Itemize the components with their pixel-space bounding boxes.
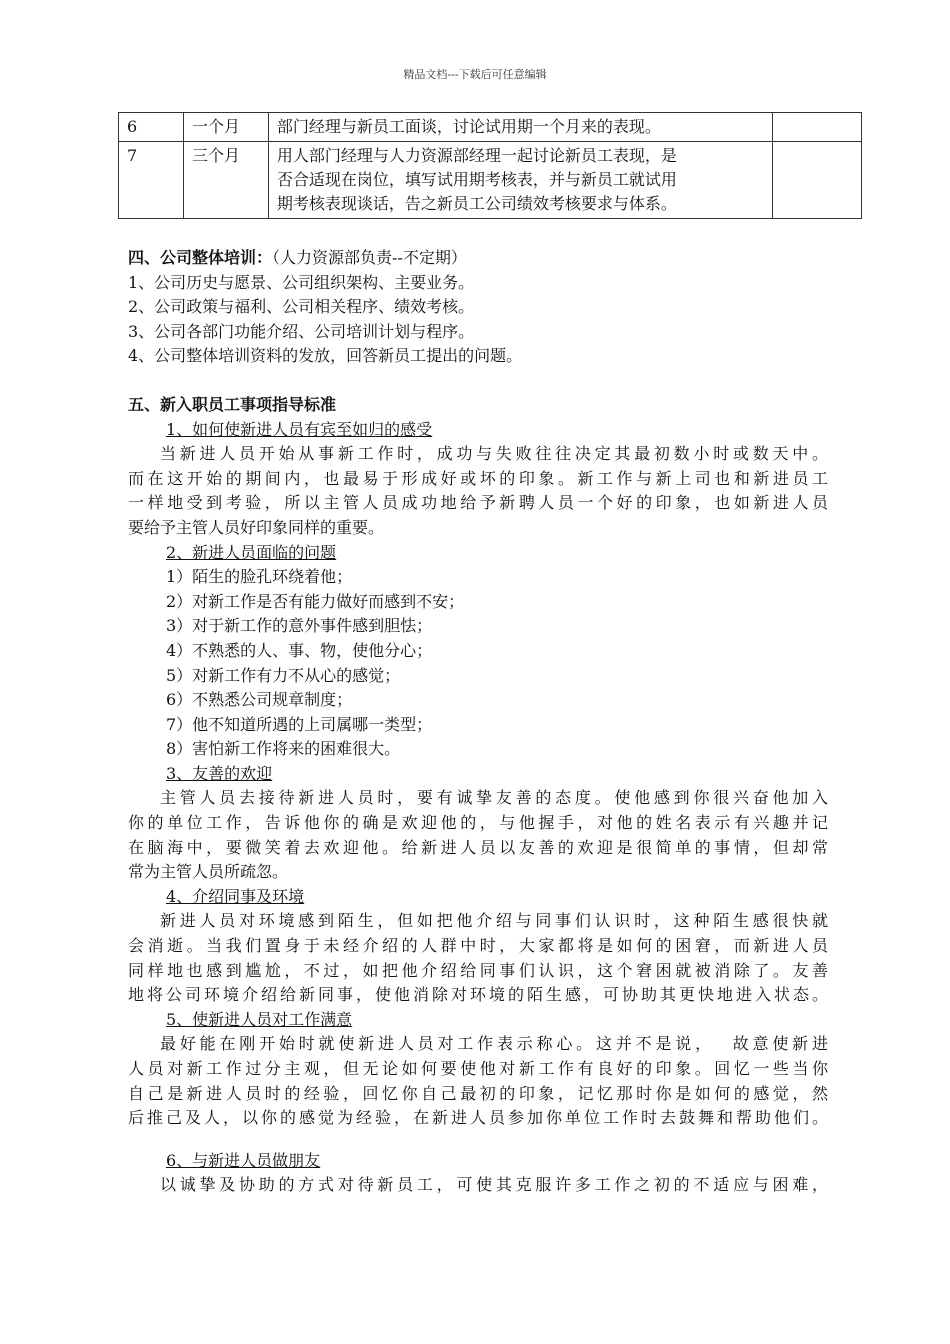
row-time: 三个月 xyxy=(183,142,268,219)
table-row xyxy=(119,142,862,219)
list-item: 1、公司历史与愿景、公司组织架构、主要业务。 xyxy=(128,272,475,292)
row-note xyxy=(773,142,862,219)
paragraph-line: 一样地受到考验，所以主管人员成功地给予新聘人员一个好的印象，也如新进人员 xyxy=(128,493,828,513)
row-content-line: 期考核表现谈话，告之新员工公司绩效考核要求与体系。 xyxy=(276,194,677,213)
paragraph-line: 新进人员对环境感到陌生，但如把他介绍与同事们认识时，这种陌生感很快就 xyxy=(160,911,828,931)
page-header: 精品文档---下载后可任意编辑 xyxy=(403,68,547,81)
subsection-title: 5、使新进人员对工作满意 xyxy=(166,1009,353,1029)
paragraph-line: 以诚挚及协助的方式对待新员工，可使其克服许多工作之初的不适应与困难， xyxy=(160,1175,828,1195)
spacer xyxy=(128,1131,828,1149)
list-item: 1）陌生的脸孔环绕着他； xyxy=(166,567,353,587)
list-item: 7）他不知道所遇的上司属哪一类型； xyxy=(166,714,433,734)
paragraph-line: 会消逝。当我们置身于未经介绍的人群中时，大家都将是如何的困窘，而新进人员 xyxy=(128,936,828,956)
section-4-heading xyxy=(128,246,828,271)
list-item: 4、公司整体培训资料的发放，回答新员工提出的问题。 xyxy=(128,346,523,366)
paragraph-line: 地将公司环境介绍给新同事，使他消除对环境的陌生感，可协助其更快地进入状态。 xyxy=(128,985,828,1005)
row-content-line: 用人部门经理与人力资源部经理一起讨论新员工表现，是 xyxy=(276,146,677,165)
paragraph-line: 最好能在刚开始时就使新进人员对工作表示称心。这并不是说， 故意使新进 xyxy=(160,1034,828,1054)
list-item: 4）不熟悉的人、事、物，使他分心； xyxy=(166,640,433,660)
paragraph-line: 常为主管人员所疏忽。 xyxy=(128,862,289,882)
paragraph-line: 人员对新工作过分主观，但无论如何要使他对新工作有良好的印象。回忆一些当你 xyxy=(128,1059,828,1078)
row-note xyxy=(773,113,862,142)
schedule-table xyxy=(118,112,862,219)
row-number: 6 xyxy=(119,113,184,142)
row-content xyxy=(268,113,772,142)
subsection-title: 6、与新进人员做朋友 xyxy=(166,1150,321,1170)
row-content-line: 部门经理与新员工面谈，讨论试用期一个月来的表现。 xyxy=(276,117,661,136)
paragraph-line: 自己是新进人员时的经验，回忆你自己最初的印象，记忆那时你是如何的感觉，然 xyxy=(128,1083,828,1103)
paragraph-line: 你的单位工作，告诉他你的确是欢迎他的，与他握手，对他的姓名表示有兴趣并记 xyxy=(128,813,828,833)
row-time: 一个月 xyxy=(183,113,268,142)
section-5-title: 五、新入职员工事项指导标准 xyxy=(128,394,337,414)
list-item: 5）对新工作有力不从心的感觉； xyxy=(166,665,401,685)
row-number: 7 xyxy=(119,142,184,219)
section-4-title: 四、公司整体培训： xyxy=(128,248,273,267)
paragraph-line: 而在这开始的期间内，也最易于形成好或坏的印象。新工作与新上司也和新进员工 xyxy=(128,468,828,488)
subsection-title: 1、如何使新进人员有宾至如归的感受 xyxy=(166,419,433,439)
list-item: 2、公司政策与福利、公司相关程序、绩效考核。 xyxy=(128,297,475,317)
document-body xyxy=(128,246,828,1198)
row-content xyxy=(268,142,772,219)
paragraph-line: 当新进人员开始从事新工作时，成功与失败往往决定其最初数小时或数天中。 xyxy=(160,444,828,464)
paragraph-line: 在脑海中，要微笑着去欢迎他。给新进人员以友善的欢迎是很简单的事情，但却常 xyxy=(128,837,828,857)
list-item: 2）对新工作是否有能力做好而感到不安； xyxy=(166,591,465,611)
section-4-note: （人力资源部负责--不定期） xyxy=(272,248,467,267)
subsection-title: 4、介绍同事及环境 xyxy=(166,886,305,906)
list-item: 8）害怕新工作将来的困难很大。 xyxy=(166,739,401,759)
subsection-title: 2、新进人员面临的问题 xyxy=(166,542,337,562)
subsection-title: 3、友善的欢迎 xyxy=(166,763,273,783)
paragraph-line: 主管人员去接待新进人员时，要有诚挚友善的态度。使他感到你很兴奋他加入 xyxy=(160,788,828,808)
list-item: 3、公司各部门功能介绍、公司培训计划与程序。 xyxy=(128,321,475,341)
row-content-line: 否合适现在岗位，填写试用期考核表，并与新员工就试用 xyxy=(276,170,677,189)
list-item: 3）对于新工作的意外事件感到胆怯； xyxy=(166,616,433,636)
table-row xyxy=(119,113,862,142)
list-item: 6）不熟悉公司规章制度； xyxy=(166,690,353,710)
paragraph-line: 要给予主管人员好印象同样的重要。 xyxy=(128,517,385,537)
paragraph-line: 后推己及人，以你的感觉为经验，在新进人员参加你单位工作时去鼓舞和帮助他们。 xyxy=(128,1108,828,1128)
spacer xyxy=(128,369,828,393)
paragraph-line: 同样地也感到尴尬，不过，如把他介绍给同事们认识，这个窘困就被消除了。友善 xyxy=(128,960,828,980)
